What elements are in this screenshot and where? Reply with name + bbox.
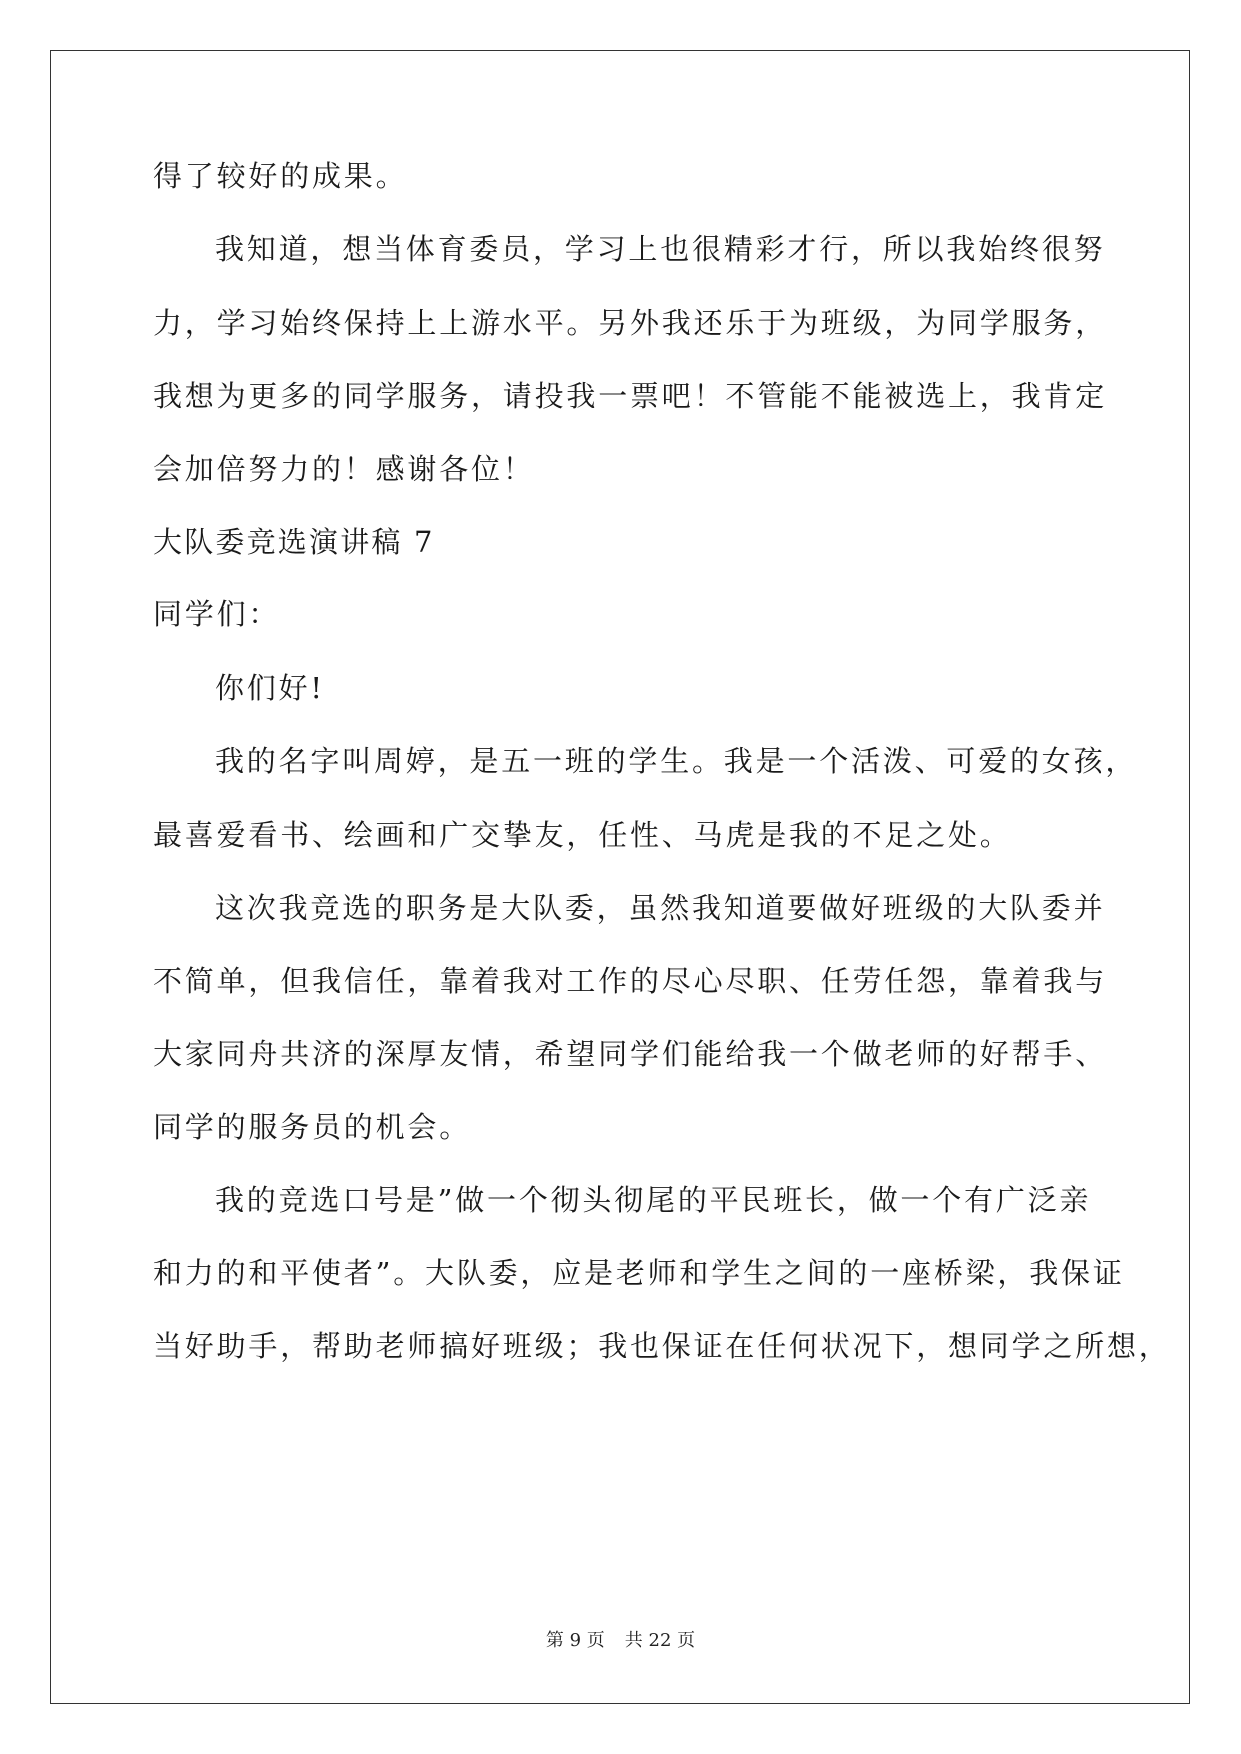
greeting: 你们好! (215, 671, 325, 705)
text-line: 当好助手，帮助老师搞好班级；我也保证在任何状况下，想同学之所想， (153, 1329, 1171, 1363)
page-border (50, 50, 1190, 1704)
page-number: 第 9 页 (545, 1630, 605, 1651)
text-line: 力，学习始终保持上上游水平。另外我还乐于为班级，为同学服务， (153, 306, 1108, 340)
text-line: 得了较好的成果。 (153, 159, 408, 193)
text-line: 这次我竞选的职务是大队委，虽然我知道要做好班级的大队委并 (215, 891, 1106, 925)
text-line: 和力的和平使者”。大队委，应是老师和学生之间的一座桥梁，我保证 (153, 1256, 1125, 1290)
text-line: 不简单，但我信任，靠着我对工作的尽心尽职、任劳任怨，靠着我与 (153, 964, 1108, 998)
text-line: 大家同舟共济的深厚友情，希望同学们能给我一个做老师的好帮手、 (153, 1037, 1108, 1071)
salutation: 同学们： (153, 597, 281, 631)
page-footer (0, 1629, 1241, 1653)
text-line: 我知道，想当体育委员，学习上也很精彩才行，所以我始终很努 (215, 232, 1106, 266)
text-line: 同学的服务员的机会。 (153, 1110, 472, 1144)
page-total: 共 22 页 (624, 1630, 696, 1651)
text-line: 会加倍努力的！感谢各位！ (153, 452, 535, 486)
text-line: 最喜爱看书、绘画和广交挚友，任性、马虎是我的不足之处。 (153, 818, 1012, 852)
text-line: 我的名字叫周婷，是五一班的学生。我是一个活泼、可爱的女孩， (215, 744, 1138, 778)
text-line: 我的竞选口号是”做一个彻头彻尾的平民班长，做一个有广泛亲 (215, 1183, 1092, 1217)
text-line: 我想为更多的同学服务，请投我一票吧！不管能不能被选上，我肯定 (153, 379, 1108, 413)
section-heading: 大队委竞选演讲稿 7 (153, 525, 435, 559)
